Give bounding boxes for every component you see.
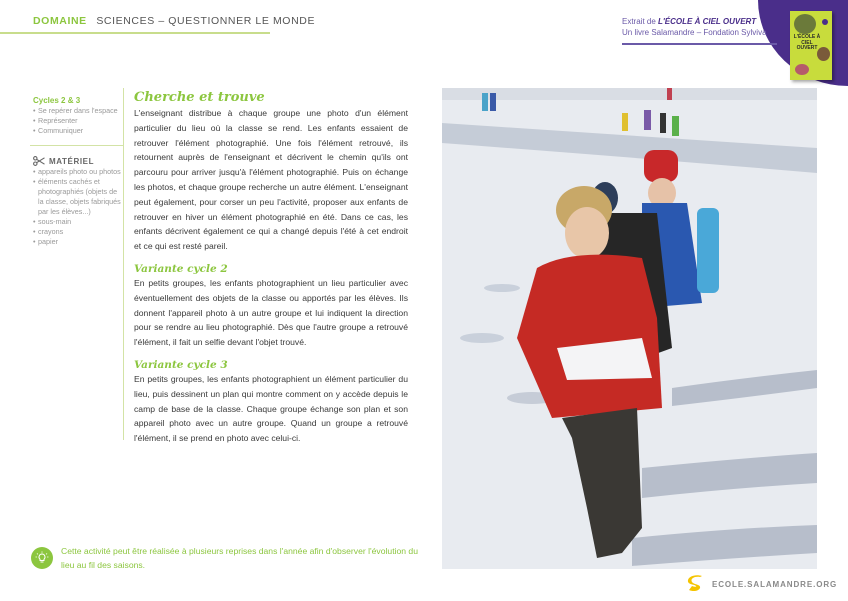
scissors-icon	[33, 156, 45, 166]
book-cover-image	[790, 11, 832, 80]
materiel-item: • sous-main	[33, 217, 123, 227]
footer-brand	[686, 575, 837, 593]
activity-content	[134, 90, 408, 446]
book-title: L'ÉCOLE À CIEL OUVERT	[658, 17, 757, 26]
cycles-box	[33, 96, 123, 136]
tip-box	[31, 545, 421, 572]
domain-subject: SCIENCES – QUESTIONNER LE MONDE	[96, 15, 316, 27]
publisher-line: Un livre Salamandre – Fondation Sylviva	[622, 28, 767, 37]
tip-text: Cette activité peut être réalisée à plusieurs reprises dans l'année afin d'observer l'évolution du lieu au fil des saisons.	[61, 546, 418, 570]
materiel-item: • papier	[33, 237, 123, 247]
variant-cycle-2-title: Variante cycle 2	[134, 262, 228, 275]
lightbulb-icon	[31, 547, 53, 569]
activity-photo	[442, 88, 817, 569]
skill-item: • Représenter	[33, 116, 123, 126]
extract-prefix: Extrait de	[622, 17, 659, 26]
variant-cycle-2-text: En petits groupes, les enfants photographient un lieu particulier avec éventuellement des objets de la classe ou apportés par les élèves. Ils donnent l'appareil photo à un autre groupe et lui indiquent la direction pour se rendre au lieu photographié. Dès que l'autre groupe a retrouvé l'élément, il fait un selfie devant l'objet trouvé.	[134, 277, 408, 348]
cover-title: L'ÉCOLE À CIEL OUVERT	[793, 34, 821, 51]
variant-cycle-3-text: En petits groupes, les enfants photographient un élément particulier du lieu, puis dessinent un plan qui montre comment on y accède depuis le camp de base de la classe. Chaque groupe échange son plan et son appareil photo avec un autre groupe. Quand un groupe a retrouvé l'élément, il se prend en photo avec celui-ci.	[134, 373, 408, 444]
materiel-header	[33, 156, 123, 166]
domain-header	[33, 15, 315, 27]
extract-divider	[622, 43, 777, 45]
snow-scene-illustration	[442, 88, 817, 569]
materiel-item: • appareils photo ou photos	[33, 167, 123, 177]
cover-photo-circle	[794, 14, 816, 34]
cycles-divider	[30, 145, 123, 146]
skills-list	[33, 106, 123, 136]
materiel-item: • éléments cachés et photographiés (objets de la classe, objets fabriqués par les élèves...)	[33, 177, 123, 217]
materiel-title: MATÉRIEL	[49, 156, 95, 166]
skill-item: • Communiquer	[33, 126, 123, 136]
book-extract-credit	[622, 16, 767, 38]
salamandre-logo-icon	[686, 575, 706, 593]
activity-intro: L'enseignant distribue à chaque groupe une photo d'un élément particulier du lieu où la classe se rend. Les enfants essaient de retrouver l'élément photographié. Une fois l'élément retrouvé, ils retournent auprès de l'enseignant et décrivent le chemin qu'ils ont parcouru pour arriver jusqu'à l'élément photographié. Puis on échange les photos, et chaque groupe recherche un autre élément. L'enseignant peut également, pour corser un peu l'activité, proposer aux enfants de retrouver en hiver un élément photographié en été. Dans ce cas, les enfants décrivent également ce qui a changé depuis l'été à cet endroit et ce qui est resté pareil.	[134, 108, 408, 252]
cover-photo-circle	[817, 47, 830, 61]
materiel-box	[33, 156, 123, 247]
cover-photo-circle	[795, 64, 809, 75]
header-divider	[0, 32, 270, 34]
domain-label: DOMAINE	[33, 15, 87, 27]
activity-title: Cherche et trouve	[134, 90, 265, 105]
materiel-list	[33, 167, 123, 247]
website-url[interactable]: ECOLE.SALAMANDRE.ORG	[712, 579, 838, 589]
cycles-title: Cycles 2 & 3	[33, 96, 81, 105]
variant-cycle-3-title: Variante cycle 3	[134, 358, 228, 371]
cover-dot	[822, 19, 828, 25]
skill-item: • Se repérer dans l'espace	[33, 106, 123, 116]
column-divider	[123, 88, 124, 440]
materiel-item: • crayons	[33, 227, 123, 237]
